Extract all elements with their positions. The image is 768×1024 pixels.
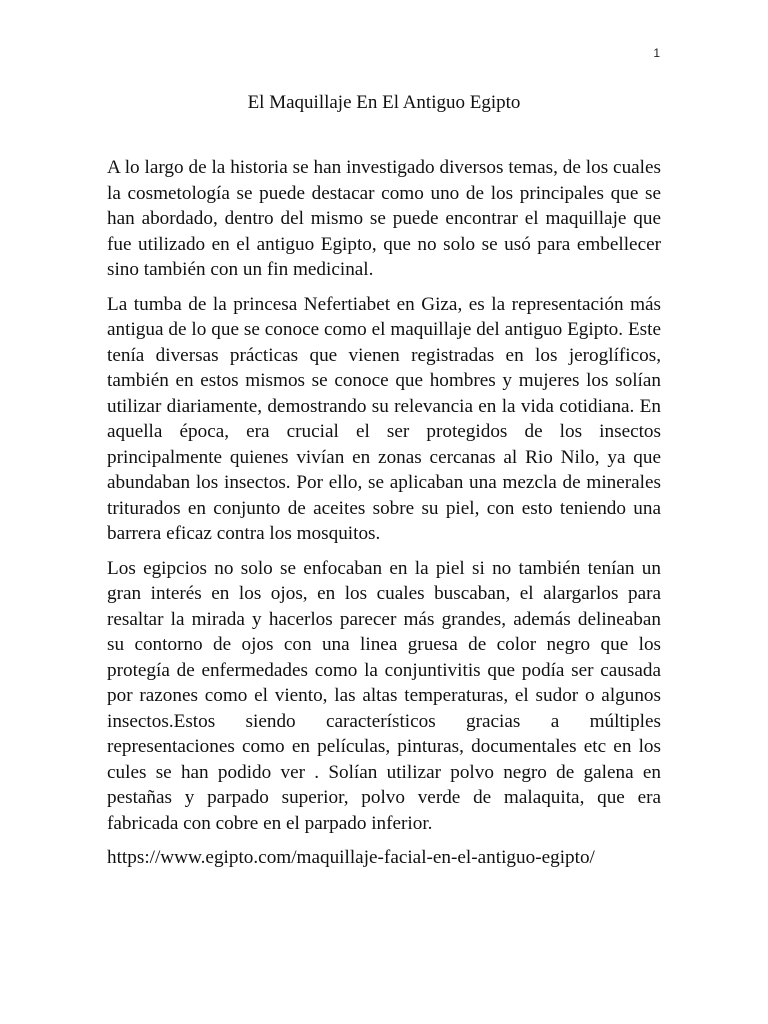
paragraph-nefertiabet: La tumba de la princesa Nefertiabet en Giza, es la representación más antigua de lo que se conoce como el maquillaje del antiguo Egipto. Este tenía diversas prácticas que vienen registradas en los jeroglíficos, también en estos mismos se conoce que hombres y mujeres los solían utilizar diariamente, demostrando su relevancia en la vida cotidiana. En aquella época, era crucial el ser protegidos de los insectos principalmente quienes vivían en zonas cercanas al Rio Nilo, ya que abundaban los insectos. Por ello, se aplicaban una mezcla de minerales triturados en conjunto de aceites sobre su piel, con esto teniendo una barrera eficaz contra los mosquitos. xyxy=(107,293,661,544)
document-title: El Maquillaje En El Antiguo Egipto xyxy=(247,92,521,113)
page-number: 1 xyxy=(653,46,660,60)
paragraph-intro: A lo largo de la historia se han investigado diversos temas, de los cuales la cosmetología se puede destacar como uno de los principales que se han abordado, dentro del mismo se puede encontrar el maquillaje que fue utilizado en el antiguo Egipto, que no solo se usó para embellecer sino también con un fin medicinal. xyxy=(107,157,661,280)
document-body xyxy=(107,155,661,871)
paragraph-eyes: Los egipcios no solo se enfocaban en la piel si no también tenían un gran interés en los ojos, en los cuales buscaban, el alargarlos para resaltar la mirada y hacerlos parecer más grandes, además delineaban su contorno de ojos con una linea gruesa de color negro que los protegía de enfermedades como la conjuntivitis que podía ser causada por razones como el viento, las altas temperaturas, el sudor o algunos insectos.Estos siendo característicos gracias a múltiples representaciones como en películas, pinturas, documentales etc en los cules se han podido ver . Solían utilizar polvo negro de galena en pestañas y parpado superior, polvo verde de malaquita, que era fabricada con cobre en el parpado inferior. xyxy=(107,557,661,834)
source-link[interactable]: https://www.egipto.com/maquillaje-facial-en-el-antiguo-egipto/ xyxy=(107,847,595,868)
